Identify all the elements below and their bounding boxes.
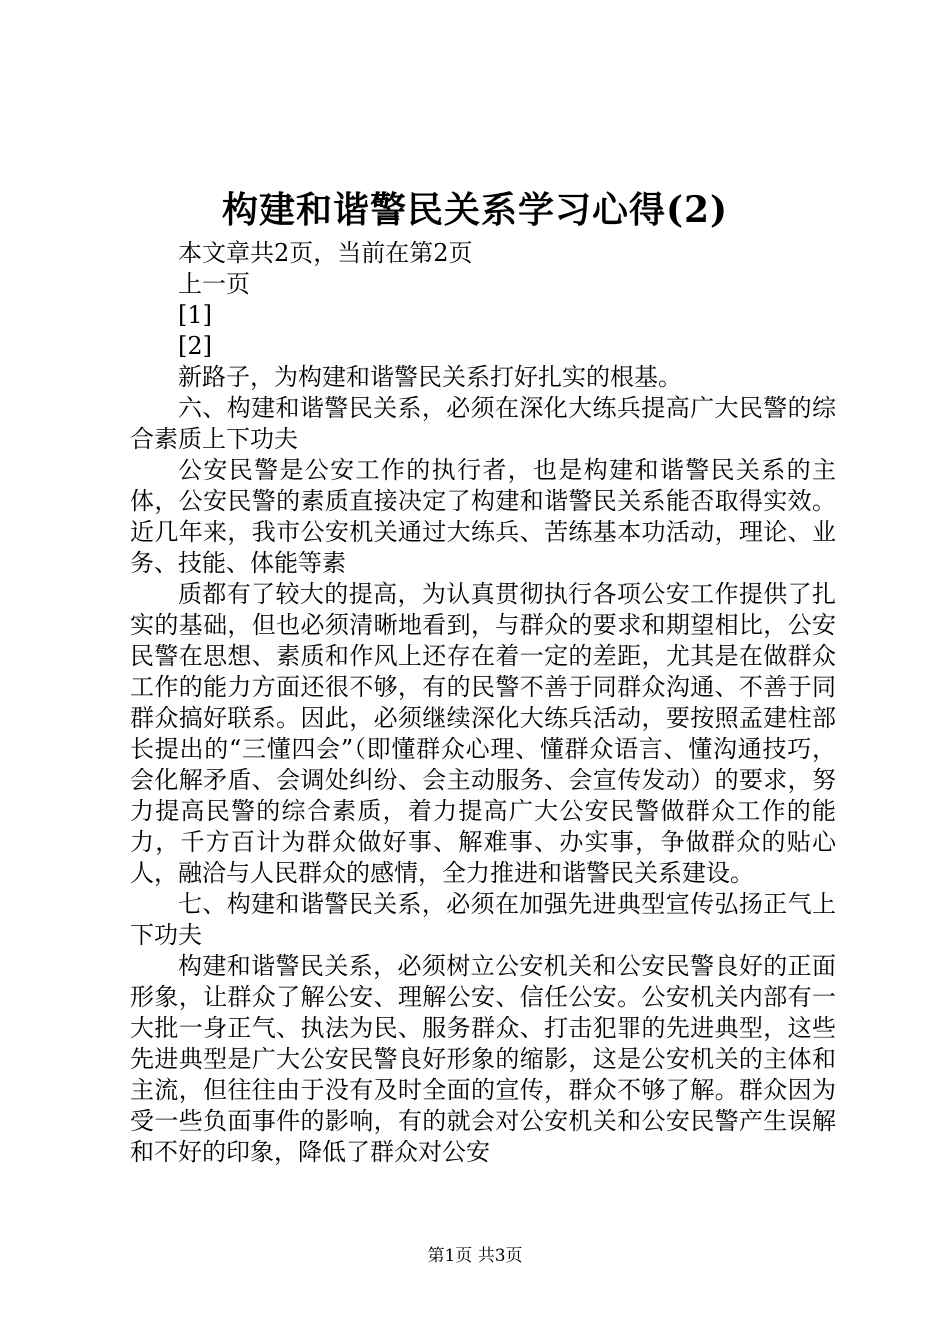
paragraph: 公安民警是公安工作的执行者，也是构建和谐警民关系的主体，公安民警的素质直接决定了构建和谐警民关系能否取得实效。近几年来，我市公安机关通过大练兵、苦练基本功活动，理论、业务、技能、体能等素: [130, 456, 836, 577]
prev-page-link[interactable]: 上一页: [178, 270, 250, 298]
paragraph: 新路子，为构建和谐警民关系打好扎实的根基。: [178, 363, 682, 391]
document-title: 构建和谐警民关系学习心得(2): [221, 189, 729, 231]
section-heading: 六、构建和谐警民关系，必须在深化大练兵提高广大民警的综合素质上下功夫: [130, 394, 836, 453]
paragraph: 构建和谐警民关系，必须树立公安机关和公安民警良好的正面形象，让群众了解公安、理解公安、信任公安。公安机关内部有一大批一身正气、执法为民、服务群众、打击犯罪的先进典型，这些先进典型是广大公安民警良好形象的缩影，这是公安机关的主体和主流，但往往由于没有及时全面的宣传，群众不够了解。群众因为受一些负面事件的影响，有的就会对公安机关和公安民警产生误解和不好的印象，降低了群众对公安: [130, 952, 836, 1166]
document-body: [130, 238, 836, 1168]
page-footer: 第1页 共3页: [427, 1246, 523, 1266]
page-1-link[interactable]: [1]: [178, 301, 212, 329]
page-info-text: 本文章共2页，当前在第2页: [178, 239, 473, 267]
paragraph: 质都有了较大的提高，为认真贯彻执行各项公安工作提供了扎实的基础，但也必须清晰地看到，与群众的要求和期望相比，公安民警在思想、素质和作风上还存在着一定的差距，尤其是在做群众工作的能力方面还很不够，有的民警不善于同群众沟通、不善于同群众搞好联系。因此，必须继续深化大练兵活动，要按照孟建柱部长提出的“三懂四会”（即懂群众心理、懂群众语言、懂沟通技巧，会化解矛盾、会调处纠纷、会主动服务、会宣传发动）的要求，努力提高民警的综合素质，着力提高广大公安民警做群众工作的能力，千方百计为群众做好事、解难事、办实事，争做群众的贴心人，融洽与人民群众的感情，全力推进和谐警民关系建设。: [130, 580, 836, 887]
section-heading: 七、构建和谐警民关系，必须在加强先进典型宣传弘扬正气上下功夫: [130, 890, 836, 949]
page-2-link[interactable]: [2]: [178, 332, 212, 360]
